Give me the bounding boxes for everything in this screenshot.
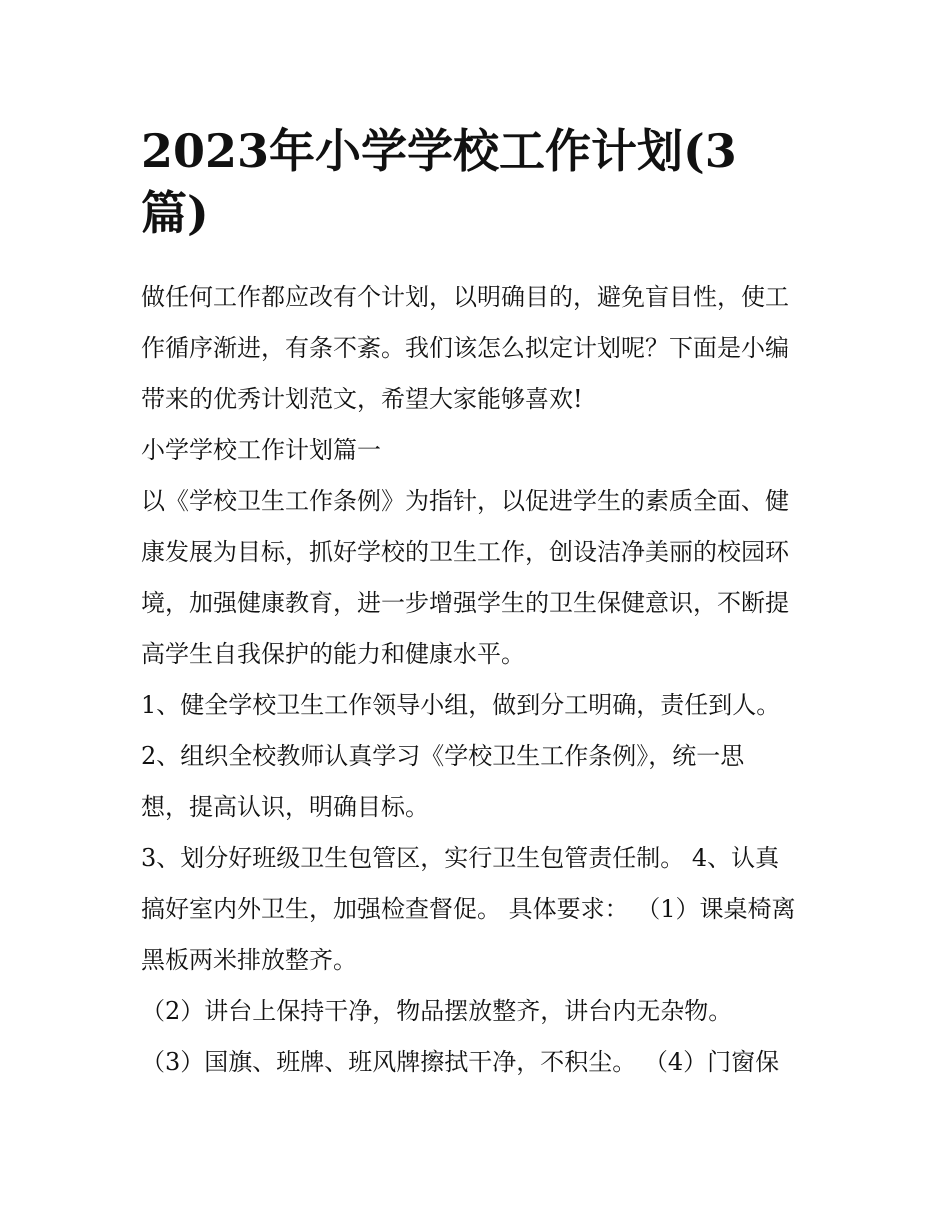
document-page xyxy=(141,120,821,1088)
list-item-2: 2、组织全校教师认真学习《学校卫生工作条例》，统一思 xyxy=(141,742,745,770)
body-line-8: 高学生自我保护的能力和健康水平。 xyxy=(141,640,525,668)
sub-item-3: （3）国旗、班牌、班风牌擦拭干净，不积尘。 （4）门窗保 xyxy=(141,1048,780,1076)
title-line-1: 2023年小学学校工作计划(3 xyxy=(141,124,737,178)
document-title xyxy=(141,120,821,244)
title-line-2: 篇) xyxy=(141,186,209,240)
list-item-4-cont: 搞好室内外卫生，加强检查督促。 具体要求： （1）课桌椅离 xyxy=(141,895,796,923)
body-line-2: 作循序渐进，有条不紊。我们该怎么拟定计划呢？下面是小编 xyxy=(141,334,789,362)
list-item-3: 3、划分好班级卫生包管区，实行卫生包管责任制。 4、认真 xyxy=(141,844,780,872)
body-line-1: 做任何工作都应改有个计划，以明确目的，避免盲目性，使工 xyxy=(141,283,789,311)
body-line-3: 带来的优秀计划范文，希望大家能够喜欢! xyxy=(141,385,583,413)
list-item-2-cont: 想，提高认识，明确目标。 xyxy=(141,793,429,821)
list-item-1: 1、健全学校卫生工作领导小组，做到分工明确，责任到人。 xyxy=(141,691,781,719)
body-line-5: 以《学校卫生工作条例》为指针，以促进学生的素质全面、健 xyxy=(141,487,789,515)
document-body xyxy=(141,272,821,1088)
body-line-6: 康发展为目标，抓好学校的卫生工作，创设洁净美丽的校园环 xyxy=(141,538,789,566)
list-item-4-cont-2: 黑板两米排放整齐。 xyxy=(141,946,357,974)
section-heading: 小学学校工作计划篇一 xyxy=(141,436,381,464)
body-line-7: 境，加强健康教育，进一步增强学生的卫生保健意识，不断提 xyxy=(141,589,789,617)
sub-item-2: （2）讲台上保持干净，物品摆放整齐，讲台内无杂物。 xyxy=(141,997,733,1025)
